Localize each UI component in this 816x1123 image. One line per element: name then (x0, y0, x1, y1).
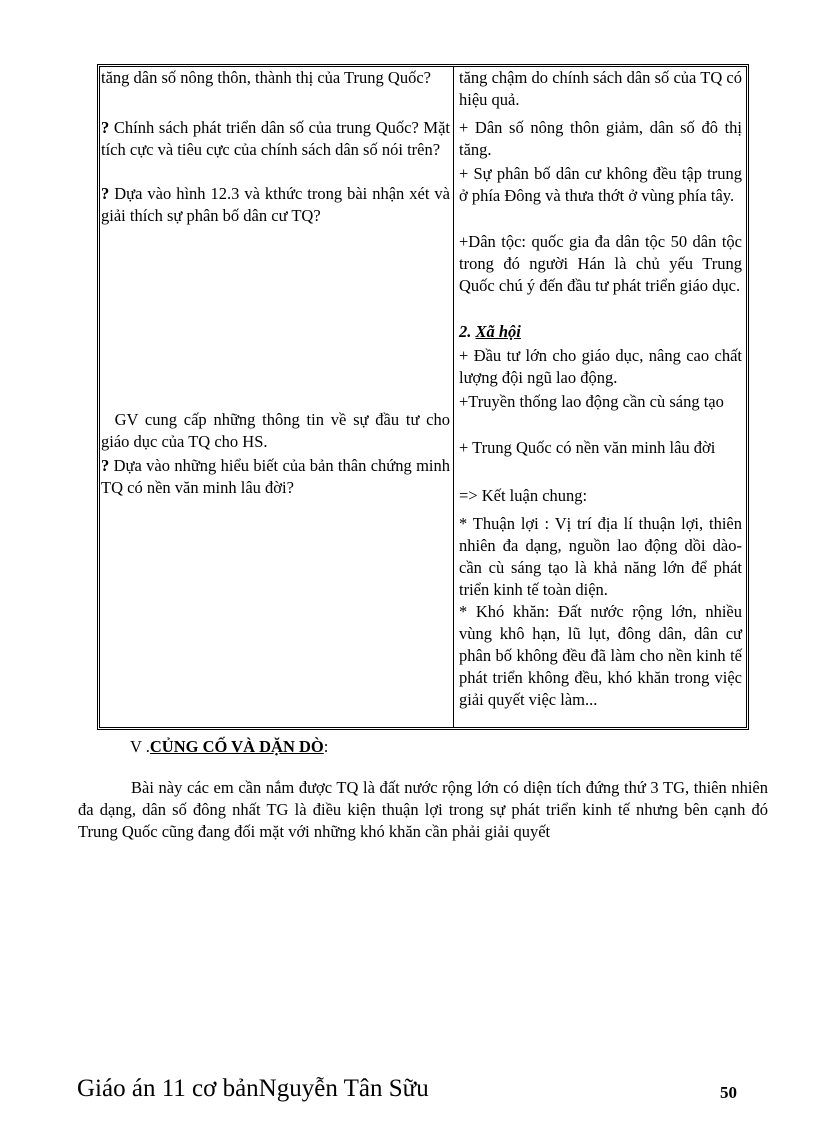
right-cell-9: * Khó khăn: Đất nước rộng lớn, nhiều vùng khô hạn, lũ lụt, đông dân, dân cư phân bố không đều đã làm cho nền kinh tế phát triển không đều, khó khăn trong việc giải quyết việc làm... (459, 602, 742, 709)
right-cell-8: * Thuận lợi : Vị trí địa lí thuận lợi, thiên nhiên đa dạng, nguồn lao động dồi dào- cần cù sáng tạo là khả năng lớn để phát triển kinh tế toàn diện. (459, 514, 742, 599)
section-heading-xa-hoi: 2. Xã hội (459, 322, 521, 341)
section-heading: V .CỦNG CỐ VÀ DẶN DÒ: (130, 737, 329, 756)
right-cell-1: + Dân số nông thôn giảm, dân số đô thị tăng. (459, 118, 742, 159)
right-cell-3: +Dân tộc: quốc gia đa dân tộc 50 dân tộc trong đó người Hán là chủ yếu Trung Quốc chú ý đến đầu tư phát triển giáo dục. (459, 232, 742, 295)
right-cell-2: + Sự phân bố dân cư không đều tập trung ở phía Đông và thưa thớt ở vùng phía tây. (459, 164, 742, 205)
summary-paragraph: Bài này các em cần nắm được TQ là đất nước rộng lớn có diện tích đứng thứ 3 TG, thiên nhiên đa dạng, dân số đông nhất TG là điều kiện thuận lợi trong sự phát triển kinh tế nhưng bên cạnh đó Trung Quốc cũng đang đối mặt với những khó khăn cần phải giải quyết (78, 777, 768, 841)
teacher-activity-column (100, 67, 454, 727)
lesson-table (97, 64, 749, 730)
right-cell-0: tăng chậm do chính sách dân số của TQ có hiệu quả. (459, 68, 742, 109)
right-cell-5: +Truyền thống lao động cần cù sáng tạo (459, 392, 724, 411)
page-number: 50 (720, 1083, 737, 1102)
right-cell-7: => Kết luận chung: (459, 486, 588, 505)
left-cell-2: ? Dựa vào hình 12.3 và kthức trong bài nhận xét và giải thích sự phân bố dân cư TQ? (101, 184, 450, 225)
left-cell-0: tăng dân số nông thôn, thành thị của Trung Quốc? (101, 68, 431, 87)
left-cell-3: GV cung cấp những thông tin về sự đầu tư cho giáo dục của TQ cho HS. (101, 410, 455, 451)
footer-title: Giáo án 11 cơ bảnNguyễn Tân Sữu (77, 1075, 429, 1102)
left-cell-1: ? Chính sách phát triển dân số của trung Quốc? Mặt tích cực và tiêu cực của chính sách dân số nói trên? (101, 118, 451, 159)
question-mark: ? (101, 118, 110, 137)
content-column (454, 67, 746, 727)
right-cell-6: + Trung Quốc có nền văn minh lâu đời (459, 438, 716, 457)
left-cell-4: ? Dựa vào những hiểu biết của bản thân chứng minh TQ có nền văn minh lâu đời? (101, 456, 450, 497)
right-cell-4: + Đầu tư lớn cho giáo dục, nâng cao chất lượng đội ngũ lao động. (459, 346, 742, 387)
question-mark: ? (101, 184, 110, 203)
question-mark: ? (101, 456, 110, 475)
